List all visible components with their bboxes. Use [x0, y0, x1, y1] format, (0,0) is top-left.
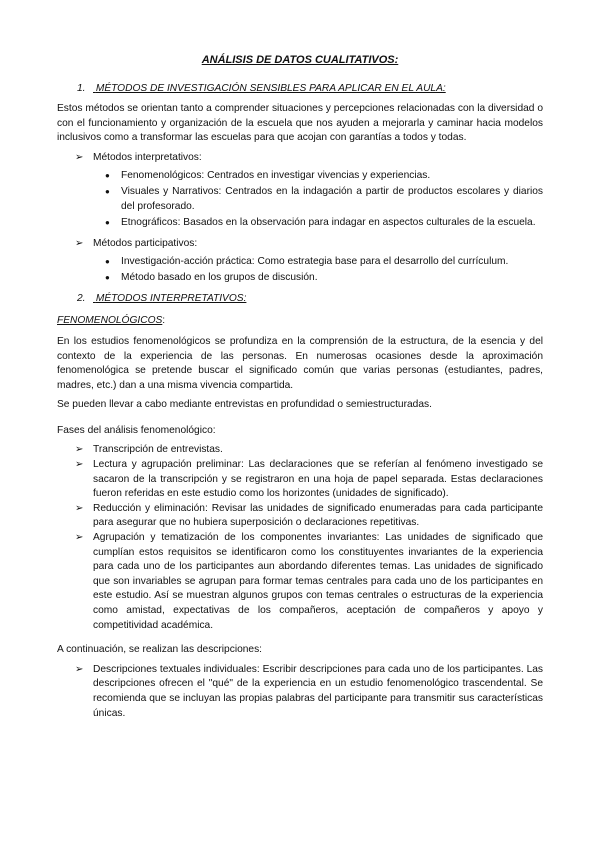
section-1-heading-text: MÉTODOS DE INVESTIGACIÓN SENSIBLES PARA APLICAR EN EL AULA: [95, 82, 446, 94]
arrow-icon: ➢ [75, 459, 84, 471]
group-participative-label [57, 237, 543, 252]
descriptions-label: A continuación, se realizan las descripciones: [57, 644, 262, 656]
arrow-icon: ➢ [75, 502, 84, 514]
section-2-para-1: En los estudios fenomenológicos se profundiza en la comprensión de la estructura, de la esencia y del contexto de la experiencia de las personas. En numerosas ocasiones desde la aproximación fenomenológica se pretende buscar el significado común que varias personas (estudiantes, padres, madres, etc.) dan a una misma vivencia compartida. [57, 335, 543, 391]
list-item-text: Visuales y Narrativos: Centrados en la indagación a partir de productos escolares y diarios del profesorado. [121, 186, 543, 212]
arrow-icon: ➢ [75, 444, 84, 456]
list-item [57, 502, 543, 531]
subheading-text: FENOMENOLÓGICOS [57, 315, 163, 327]
subheading [57, 314, 543, 329]
arrow-icon: ➢ [75, 532, 84, 544]
group-interpretive-label [57, 151, 543, 166]
group-participative-label-text: Métodos participativos: [93, 237, 198, 249]
phase-text: Lectura y agrupación preliminar: Las declaraciones que se referían al fenómeno investigado se sacaron de la transcripción y se registraron en una hoja de papel separada. Estas declaraciones fueron referidas en este estudio como los horizontes (unidades de significado). [93, 459, 543, 500]
list-item [57, 255, 543, 270]
subheading-suffix: : [162, 315, 166, 327]
section-2-number: 2. [77, 292, 86, 304]
bullet-icon: ● [105, 273, 110, 283]
bullet-icon: ● [105, 218, 110, 228]
section-2-heading [57, 292, 543, 307]
phases-label: Fases del análisis fenomenológico: [57, 424, 216, 436]
section-2-para-2: Se pueden llevar a cabo mediante entrevistas en profundidad o semiestructuradas. [57, 399, 432, 411]
list-item [57, 458, 543, 502]
section-1-heading [57, 82, 543, 97]
document-title: ANÁLISIS DE DATOS CUALITATIVOS: [201, 54, 399, 66]
list-item [57, 663, 543, 721]
list-item-text: Método basado en los grupos de discusión. [121, 272, 318, 284]
list-item-text: Investigación-acción práctica: Como estrategia base para el desarrollo del currículum. [121, 255, 509, 267]
arrow-icon: ➢ [75, 151, 84, 163]
arrow-icon: ➢ [75, 237, 84, 249]
list-item [57, 443, 543, 458]
phase-text: Reducción y eliminación: Revisar las unidades de significado enumeradas para cada participante para asegurar que no hubiera superposición o declaraciones repetitivas. [93, 502, 543, 529]
section-1-number: 1. [77, 82, 86, 94]
list-item [57, 169, 543, 184]
group-interpretive-label-text: Métodos interpretativos: [93, 151, 202, 163]
phase-text: Transcripción de entrevistas. [93, 444, 223, 456]
phase-text: Agrupación y tematización de los componentes invariantes: Las unidades de significado que cumplían estos requisitos se identificaron como los constituyentes invariantes de la experiencia para cada uno de los participantes aun abordando diferentes temas. Las unidades de significado que son invariables se agrupan para formar temas centrales para cada uno de los participantes en este estudio. Así se muestran algunos grupos con temas centrales o estructuras de la experiencia como amistad, expectativas de los compañeros, aceptación de compañeros y apoyo y competitividad académica. [93, 532, 543, 631]
interpretive-methods-list [57, 169, 543, 231]
section-2-heading-text: MÉTODOS INTERPRETATIVOS: [95, 292, 247, 304]
list-item-text: Etnográficos: Basados en la observación para indagar en aspectos culturales de la escuela. [121, 217, 536, 229]
bullet-icon: ● [105, 187, 110, 197]
list-item-text: Fenomenológicos: Centrados en investigar vivencias y experiencias. [121, 169, 431, 181]
list-item [57, 271, 543, 286]
list-item [57, 531, 543, 633]
list-item [57, 216, 543, 231]
bullet-icon: ● [105, 256, 110, 266]
participative-methods-list [57, 255, 543, 286]
list-item [57, 185, 543, 214]
description-text: Descripciones textuales individuales: Escribir descripciones para cada uno de los participantes. Las descripciones ofrecen el "qué" de la experiencia en un estudio fenomenológico trascendental. Se recomienda que se incluyan las propias palabras del participante para transmitir sus características únicas. [93, 663, 543, 719]
section-1-intro: Estos métodos se orientan tanto a comprender situaciones y percepciones relacionadas con la diversidad o con el funcionamiento y organización de la escuela que nos ayuden a mejorarla y caminar hacia modelos inclusivos como a transformar las escuelas para que acojan con garantías a todos y todas. [57, 103, 543, 144]
bullet-icon: ● [105, 170, 110, 180]
arrow-icon: ➢ [75, 663, 84, 675]
